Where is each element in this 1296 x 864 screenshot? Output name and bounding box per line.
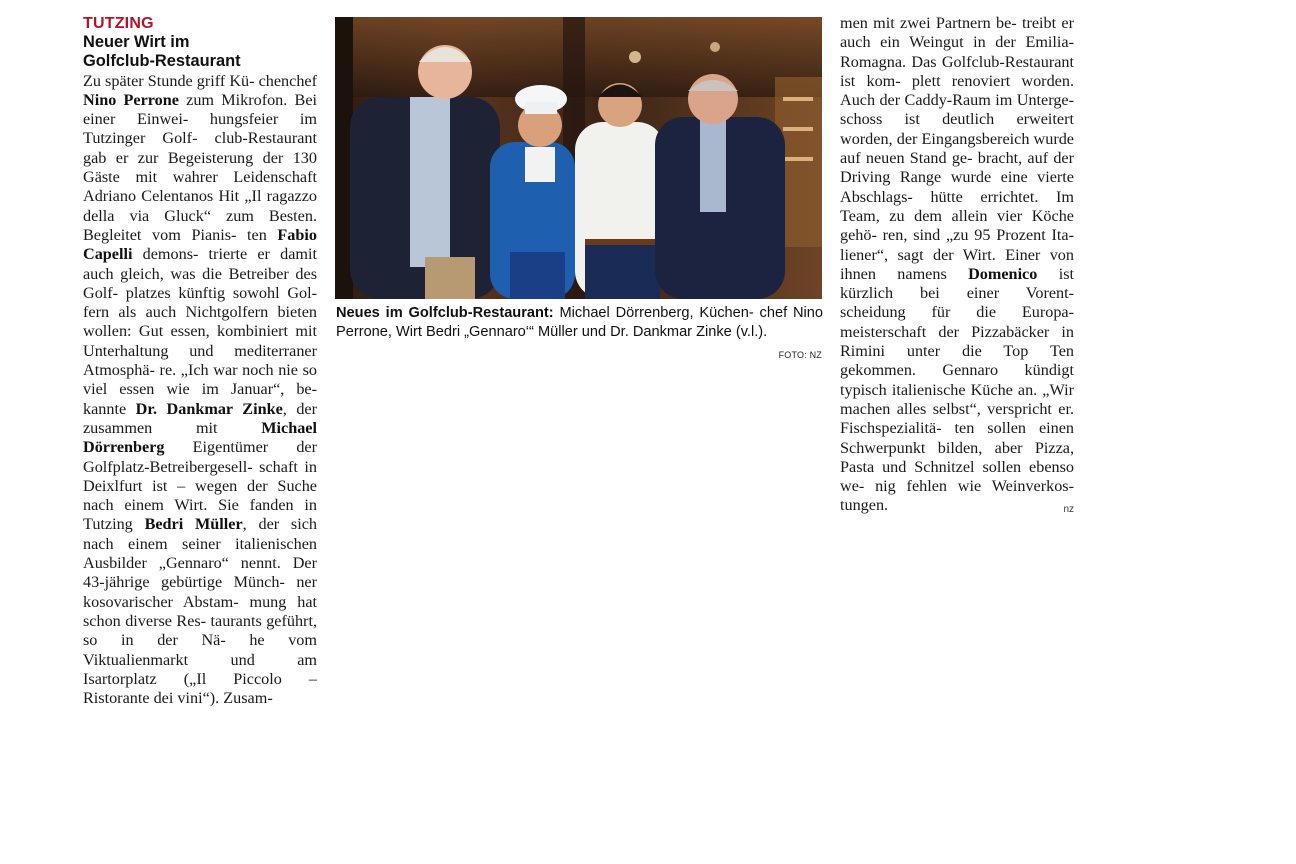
article-kicker: TUTZING [83, 15, 154, 32]
headline-line-1: Neuer Wirt im [83, 33, 190, 51]
photo-credit: FOTO: NZ [778, 350, 822, 360]
person-name: Fabio Capelli [83, 225, 317, 264]
article-column-2 [840, 14, 1074, 519]
article-headline [83, 33, 317, 72]
person-name: Michael Dörrenberg [83, 418, 317, 457]
photo-caption [336, 304, 823, 342]
photo-illustration [335, 17, 822, 299]
article-column-1 [83, 14, 317, 708]
headline-line-2: Golfclub-Restaurant [83, 52, 241, 71]
caption-lead: Neues im Golfclub-Restaurant: [336, 305, 554, 321]
article-photo [335, 17, 822, 299]
person-name: Dr. Dankmar Zinke [135, 399, 283, 418]
caption-text: Michael Dörrenberg, Küchen- chef Nino Perrone, Wirt Bedri „Gennaro‘“ Müller und Dr. Dankmar Zinke (v.l.). [336, 305, 823, 341]
article-body-part-2: men mit zwei Partnern be- treibt er auch ein Weingut in der Emilia-Romagna. Das Golfclub-Restaurant ist kom- plett renoviert worden. Auch der Caddy-Raum im Unterge- schoss ist deutlich erweitert worden, der Eingangsbereich wurde auf neuen Stand ge- bracht, auf der Driving Range wurde eine vierte Abschlags- hütte errichtet. Im Team, zu dem allein vier Köche gehö- ren, sind „zu 95 Prozent Ita- liener“, sagt der Wirt. Einer von ihnen namens Domenico ist kürzlich bei einer Vorent- scheidung für die Europa- meisterschaft der Pizzabäcker in Rimini unter die Top Ten gekommen. Gennaro kündigt typisch italienische Küche an. „Wir machen alles selbst“, verspricht er. Fischspezialitä- ten sollen einen Schwerpunkt bilden, aber Pizza, Pasta und Schnitzel sollen ebenso we- nig fehlen wie Weinverkos- tungen. [840, 14, 1074, 515]
author-signature: nz [1063, 503, 1074, 515]
person-name: Domenico [968, 264, 1038, 283]
person-name: Bedri Müller [144, 515, 243, 534]
article-body-part-1: Zu später Stunde griff Kü- chenchef Nino Perrone zum Mikrofon. Bei einer Einwei- hungsfeier im Tutzinger Golf- club-Restaurant gab er zur Begeisterung der 130 Gäste mit wahrer Leidenschaft Adriano Celentanos Hit „Il ragazzo della via Gluck“ zum Besten. Begleitet vom Pianis- ten Fabio Capelli demons- trierte er damit auch gleich, was die Betreiber des Golf- platzes künftig sowohl Gol- fern als auch Nichtgolfern bieten wollen: Gut essen, kombiniert mit Unterhaltung und mediterraner Atmosphä- re. „Ich war noch nie so viel essen wie im Januar“, be- kannte Dr. Dankmar Zinke, der zusammen mit Michael Dörrenberg Eigentümer der Golfplatz-Betreibergesell- schaft in Deixlfurt ist – wegen der Suche nach einem Wirt. Sie fanden in Tutzing Bedri Müller, der sich nach einem seiner italienischen Ausbilder „Gennaro“ nennt. Der 43-jährige gebürtige Münch- ner kosovarischer Abstam- mung hat schon diverse Res- taurants geführt, so in der Nä- he vom Viktualienmarkt und am Isartorplatz („Il Piccolo – Ristorante dei vini“). Zusam- [83, 71, 318, 708]
person-name: Nino Perrone [83, 90, 179, 109]
